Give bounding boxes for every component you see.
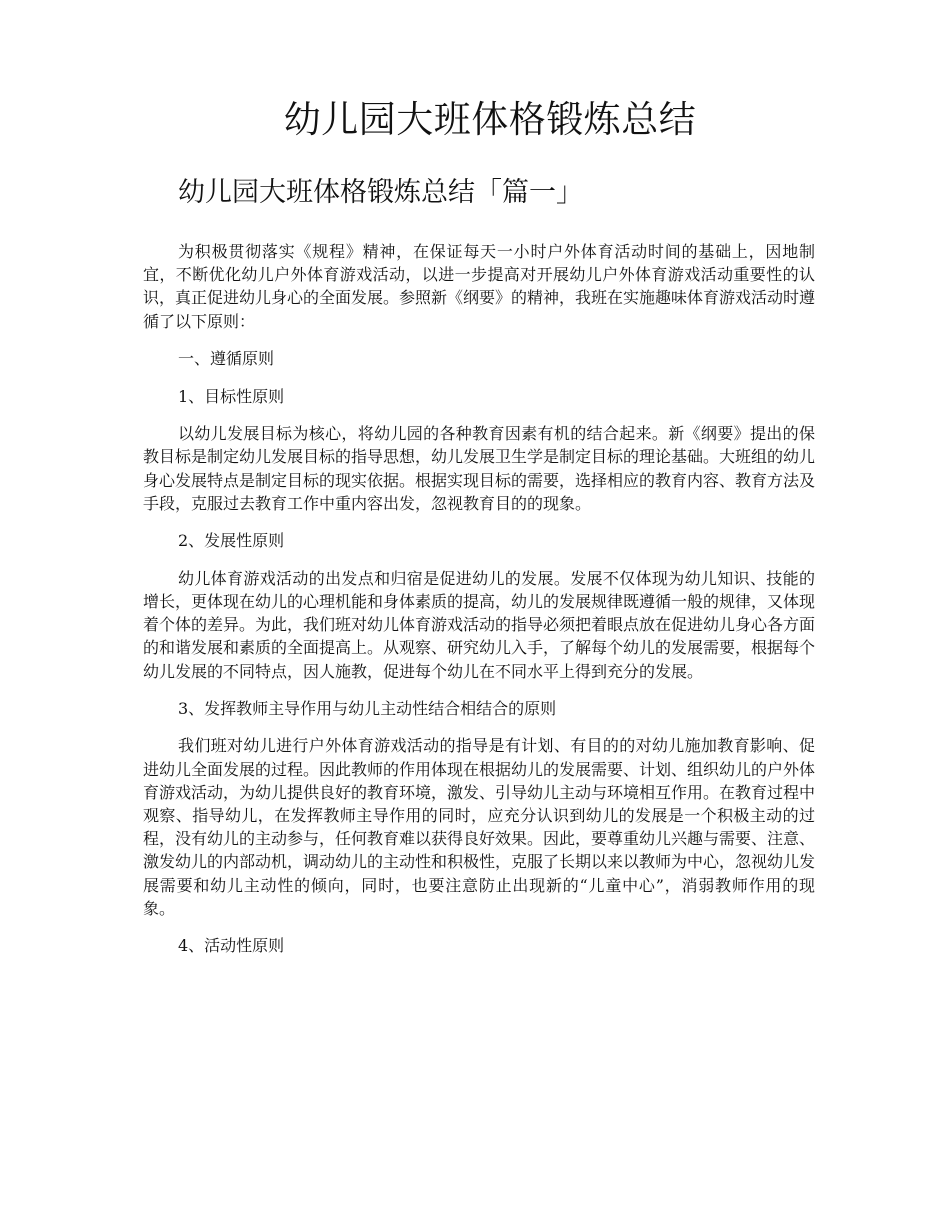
heading-principles: 一、遵循原则	[178, 348, 275, 368]
document-title: 幼儿园大班体格锻炼总结	[283, 98, 697, 141]
heading-activity-principle: 4、活动性原则	[178, 936, 285, 956]
paragraph-teacher-role-principle: 我们班对幼儿进行户外体育游戏活动的指导是有计划、有目的的对幼儿施加教育影响、促进幼儿全面发展的过程。因此教师的作用体现在根据幼儿的发展需要、计划、组织幼儿的户外体育游戏活动，为幼儿提供良好的教育环境，激发、引导幼儿主动与环境相互作用。在教育过程中观察、指导幼儿，在发挥教师主导作用的同时，应充分认识到幼儿的发展是一个积极主动的过程，没有幼儿的主动参与，任何教育难以获得良好效果。因此，要尊重幼儿兴趣与需要、注意、激发幼儿的内部动机，调动幼儿的主动性和积极性，克服了长期以来以教师为中心，忽视幼儿发展需要和幼儿主动性的倾向，同时，也要注意防止出现新的“儿童中心”，消弱教师作用的现象。	[143, 736, 816, 918]
paragraph-development-principle: 幼儿体育游戏活动的出发点和归宿是促进幼儿的发展。发展不仅体现为幼儿知识、技能的增长，更体现在幼儿的心理机能和身体素质的提高，幼儿的发展规律既遵循一般的规律，又体现着个体的差异。为此，我们班对幼儿体育游戏活动的指导必须把着眼点放在促进幼儿身心各方面的和谐发展和素质的全面提高上。从观察、研究幼儿入手，了解每个幼儿的发展需要，根据每个幼儿发展的不同特点，因人施教，促进每个幼儿在不同水平上得到充分的发展。	[143, 568, 816, 681]
section-title: 幼儿园大班体格锻炼总结「篇一」	[178, 177, 583, 208]
heading-development-principle: 2、发展性原则	[178, 531, 285, 551]
heading-teacher-role-principle: 3、发挥教师主导作用与幼儿主动性结合相结合的原则	[178, 698, 557, 718]
heading-goal-principle: 1、目标性原则	[178, 386, 285, 406]
paragraph-intro: 为积极贯彻落实《规程》精神，在保证每天一小时户外体育活动时间的基础上，因地制宜，不断优化幼儿户外体育游戏活动，以进一步提高对开展幼儿户外体育游戏活动重要性的认识，真正促进幼儿身心的全面发展。参照新《纲要》的精神，我班在实施趣味体育游戏活动时遵循了以下原则：	[143, 242, 816, 331]
paragraph-goal-principle: 以幼儿发展目标为核心，将幼儿园的各种教育因素有机的结合起来。新《纲要》提出的保教目标是制定幼儿发展目标的指导思想，幼儿发展卫生学是制定目标的理论基础。大班组的幼儿身心发展特点是制定目标的现实依据。根据实现目标的需要，选择相应的教育内容、教育方法及手段，克服过去教育工作中重内容出发，忽视教育目的的现象。	[143, 424, 816, 513]
document-body	[143, 240, 815, 972]
